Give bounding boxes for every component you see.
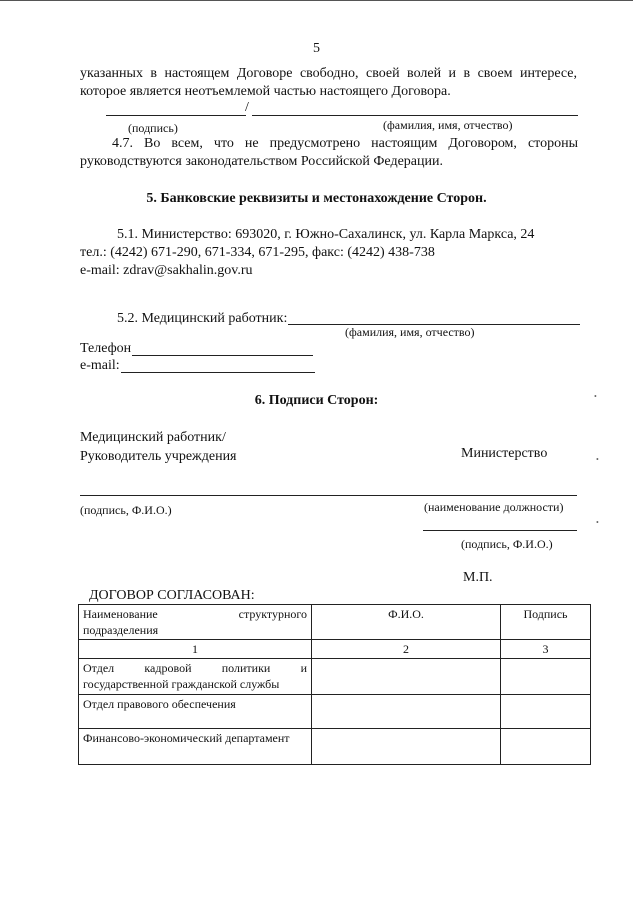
header-subdivision xyxy=(79,605,312,640)
scan-speck: • xyxy=(596,518,599,527)
clause-4-7-line2: руководствуются законодательством Российской Федерации. xyxy=(80,154,443,169)
signature-line xyxy=(106,115,246,116)
column-number: 2 xyxy=(312,640,501,659)
approval-table xyxy=(78,604,591,765)
signature-slash: / xyxy=(245,100,249,115)
signature-cell[interactable] xyxy=(501,659,591,695)
fio-cell[interactable] xyxy=(312,729,501,765)
subdivision-name-line2: государственной гражданской службы xyxy=(83,677,280,691)
subdivision-name: Отдел правового обеспечения xyxy=(83,697,236,711)
approval-title: ДОГОВОР СОГЛАСОВАН: xyxy=(89,588,255,603)
table-number-row xyxy=(79,640,591,659)
phone-line xyxy=(132,355,313,356)
worker-label: 5.2. Медицинский работник: xyxy=(117,311,288,326)
left-signature-caption: (подпись, Ф.И.О.) xyxy=(80,503,172,517)
subdivision-name-line1: Отдел кадровой политики и xyxy=(83,661,307,675)
clause-4-7: 4.7. Во всем, что не предусмотрено настоящим Договором, стороны xyxy=(112,136,578,151)
table-row xyxy=(79,695,591,729)
fio-cell[interactable] xyxy=(312,659,501,695)
header-subdivision-line1: Наименование структурного xyxy=(83,607,307,621)
signature-caption: (подпись) xyxy=(128,121,178,135)
ministry-email: e-mail: zdrav@sakhalin.gov.ru xyxy=(80,263,253,278)
signature-cell[interactable] xyxy=(501,695,591,729)
ministry-phones: тел.: (4242) 671-290, 671-334, 671-295, факс: (4242) 438-738 xyxy=(80,245,435,260)
ministry-address: 5.1. Министерство: 693020, г. Южно-Сахалинск, ул. Карла Маркса, 24 xyxy=(117,227,535,242)
signature-cell[interactable] xyxy=(501,729,591,765)
signatures-line xyxy=(80,495,577,496)
table-row xyxy=(79,659,591,695)
section-5-title: 5. Банковские реквизиты и местонахождение Сторон. xyxy=(146,191,487,206)
table-row xyxy=(79,729,591,765)
position-caption: (наименование должности) xyxy=(424,500,564,514)
email-line xyxy=(121,372,315,373)
column-number: 3 xyxy=(501,640,591,659)
fio-line xyxy=(252,115,578,116)
subdivision-name: Финансово-экономический департамент xyxy=(83,731,290,745)
header-subdivision-line2: подразделения xyxy=(83,623,159,637)
fio-caption: (фамилия, имя, отчество) xyxy=(383,118,513,132)
worker-fio-caption: (фамилия, имя, отчество) xyxy=(345,325,475,339)
column-number: 1 xyxy=(79,640,312,659)
fio-cell[interactable] xyxy=(312,695,501,729)
head-of-institution: Руководитель учреждения xyxy=(80,449,237,464)
scan-speck: • xyxy=(596,455,599,464)
paragraph-line: которое является неотъемлемой частью настоящего Договора. xyxy=(80,84,451,99)
section-6-title: 6. Подписи Сторон: xyxy=(254,393,379,408)
worker-party: Медицинский работник/ xyxy=(80,430,226,445)
subdivision-cell xyxy=(79,695,312,729)
header-fio: Ф.И.О. xyxy=(312,605,501,640)
right-signature-caption: (подпись, Ф.И.О.) xyxy=(461,537,553,551)
page-number: 5 xyxy=(313,41,320,56)
phone-label: Телефон xyxy=(80,341,132,356)
paragraph-line: указанных в настоящем Договоре свободно, своей волей и в своем интересе, xyxy=(80,66,577,81)
scan-speck: • xyxy=(594,392,597,401)
ministry-party: Министерство xyxy=(461,446,548,461)
right-signature-line xyxy=(423,530,577,531)
table-header-row xyxy=(79,605,591,640)
header-signature: Подпись xyxy=(501,605,591,640)
email-label: e-mail: xyxy=(80,358,120,373)
subdivision-cell xyxy=(79,729,312,765)
scan-top-edge xyxy=(0,0,633,1)
stamp-place: М.П. xyxy=(463,570,493,585)
subdivision-cell xyxy=(79,659,312,695)
